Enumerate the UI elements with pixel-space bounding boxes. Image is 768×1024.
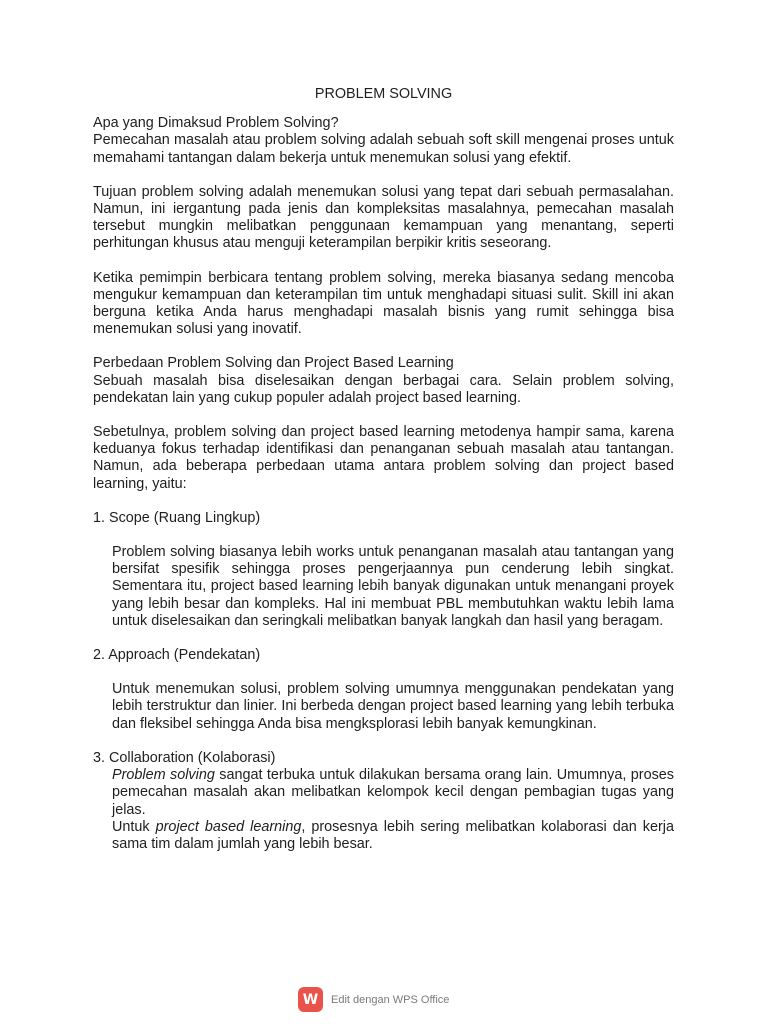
section-3-text-1: sangat terbuka untuk dilakukan bersama orang lain. Umumnya, proses pemecahan masalah akan melibatkan kelompok kecil dengan pembagian tugas yang jelas. xyxy=(112,767,674,818)
section-1-body: Problem solving biasanya lebih works untuk penanganan masalah atau tantangan yang bersifat spesifik sehingga proses pengerjaannya pun cenderung lebih singkat. Sementara itu, project based learning lebih banyak digunakan untuk menangani proyek yang lebih besar dan kompleks. Hal ini membuat PBL membutuhkan waktu lebih lama untuk diselesaikan dan seringkali melibatkan banyak langkah dan hasil yang beragam. xyxy=(112,544,674,629)
difference-heading: Perbedaan Problem Solving dan Project Based Learning xyxy=(93,355,454,372)
section-3-heading: 3. Collaboration (Kolaborasi) xyxy=(93,749,276,766)
difference-paragraph: Sebuah masalah bisa diselesaikan dengan berbagai cara. Selain problem solving, pendekatan lain yang cukup populer adalah project based learning. xyxy=(93,372,674,406)
document-title: PROBLEM SOLVING xyxy=(314,86,453,102)
wps-edit-label: Edit dengan WPS Office xyxy=(331,993,450,1006)
section-3-paragraph-2 xyxy=(112,819,674,853)
paragraph-tujuan: Tujuan problem solving adalah menemukan solusi yang tepat dari sebuah permasalahan. Namun, ini iergantung pada jenis dan kompleksitas masalahnya, pemecahan masalah tersebut mungkin melibatkan penggunaan kemampuan yang menantang, seperti perhitungan khusus atau menguji keterampilan berpikir kritis seseorang. xyxy=(93,183,674,252)
section-3-text-2b: , prosesnya lebih sering melibatkan kolaborasi dan kerja sama tim dalam jumlah yang lebih besar. xyxy=(112,818,674,852)
section-3-text-2a: Untuk xyxy=(112,818,156,835)
document-page xyxy=(93,86,674,853)
intro-heading: Apa yang Dimaksud Problem Solving? xyxy=(93,115,339,132)
section-3-emphasis-2: project based learning xyxy=(155,818,302,835)
paragraph-sebetulnya: Sebetulnya, problem solving dan project based learning metodenya hampir sama, karena keduanya fokus terhadap identifikasi dan penanganan sebuah masalah atau tantangan. Namun, ada beberapa perbedaan utama antara problem solving dan project based learning, yaitu: xyxy=(93,424,674,492)
section-2-heading: 2. Approach (Pendekatan) xyxy=(93,647,261,664)
section-1-heading: 1. Scope (Ruang Lingkup) xyxy=(93,509,261,526)
wps-logo-icon: W xyxy=(298,987,323,1012)
intro-paragraph: Pemecahan masalah atau problem solving adalah sebuah soft skill mengenai proses untuk memahami tantangan dalam bekerja untuk menemukan solusi yang efektif. xyxy=(93,132,674,166)
wps-edit-link[interactable] xyxy=(298,987,449,1012)
section-3-paragraph-1 xyxy=(112,767,674,819)
paragraph-ketika: Ketika pemimpin berbicara tentang problem solving, mereka biasanya sedang mencoba mengukur kemampuan dan keterampilan tim untuk menghadapi situasi sulit. Skill ini akan berguna ketika Anda harus menghadapi masalah bisnis yang rumit sehingga bisa menemukan solusi yang inovatif. xyxy=(93,269,674,338)
section-3-emphasis-1: Problem solving xyxy=(112,767,215,784)
section-2-body: Untuk menemukan solusi, problem solving umumnya menggunakan pendekatan yang lebih terstruktur dan linier. Ini berbeda dengan project based learning yang lebih terbuka dan fleksibel sehingga Anda bisa mengksplorasi lebih banyak kemungkinan. xyxy=(112,681,674,732)
